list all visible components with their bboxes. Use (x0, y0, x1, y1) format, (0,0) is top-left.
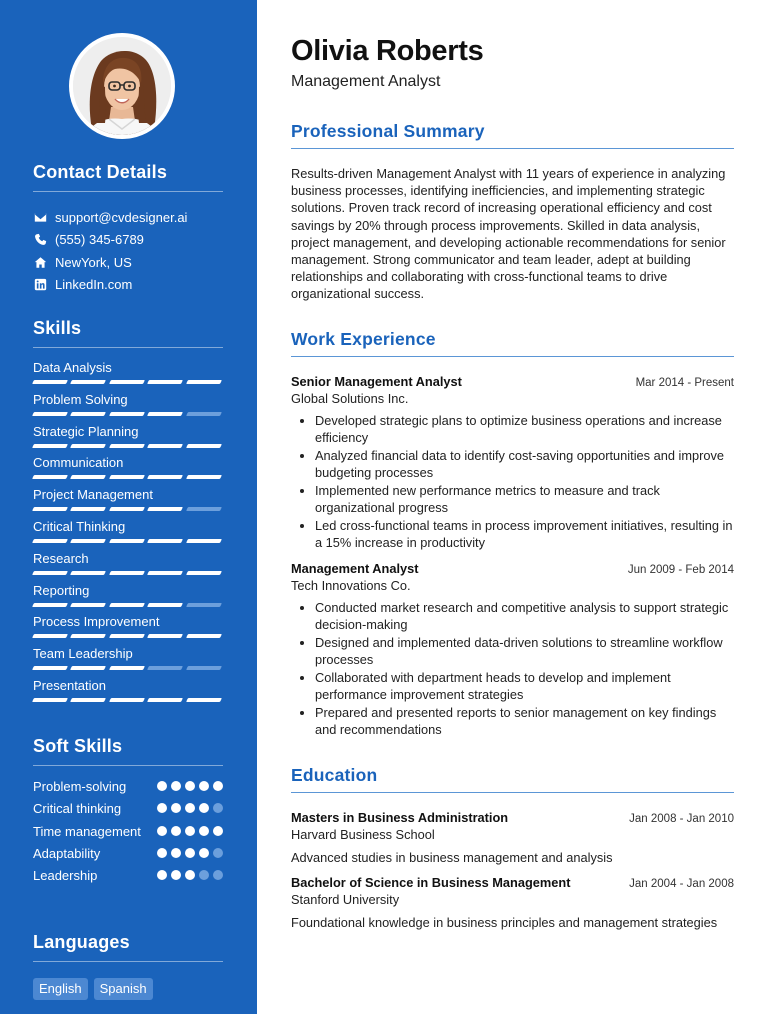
skill-level-segment-empty (147, 666, 183, 670)
soft-skills-list (33, 778, 223, 884)
language-chip: English (33, 978, 88, 1000)
skill-level-segment-filled (32, 666, 68, 670)
contact-heading: Contact Details (33, 162, 223, 192)
language-chip: Spanish (94, 978, 153, 1000)
summary-section (291, 121, 734, 303)
skill-level-segment-filled (186, 444, 222, 448)
skill-level-segment-filled (109, 507, 145, 511)
skill-name: Reporting (33, 582, 90, 598)
rating-dot-filled (171, 781, 181, 791)
skill-level-segment-filled (32, 539, 68, 543)
experience-heading: Work Experience (291, 329, 734, 357)
languages-heading: Languages (33, 932, 223, 962)
skill-level-segment-filled (147, 539, 183, 543)
school-name: Stanford University (291, 891, 400, 907)
skill-level-segment-filled (186, 634, 222, 638)
skill-level-bar (33, 666, 223, 670)
skill-level-segment-filled (70, 571, 106, 575)
skill-name: Problem Solving (33, 391, 128, 407)
skill-name: Strategic Planning (33, 423, 139, 439)
rating-dot-filled (157, 803, 167, 813)
school-name: Harvard Business School (291, 826, 435, 842)
skill-level-segment-filled (186, 698, 222, 702)
soft-skill-item (33, 867, 223, 884)
skill-level-segment-filled (109, 444, 145, 448)
rating-dot-filled (157, 781, 167, 791)
soft-skill-rating (157, 823, 223, 836)
job-date: Mar 2014 - Present (635, 376, 734, 389)
skill-level-segment-filled (109, 698, 145, 702)
soft-skill-name: Leadership (33, 868, 98, 884)
rating-dot-filled (185, 781, 195, 791)
soft-skill-item (33, 845, 223, 862)
skill-level-segment-filled (70, 444, 106, 448)
skill-item (33, 646, 223, 678)
job-bullets (291, 599, 734, 739)
job-title: Management Analyst (291, 560, 419, 576)
soft-skill-name: Time management (33, 823, 141, 839)
rating-dot-empty (213, 803, 223, 813)
soft-skill-item (33, 778, 223, 795)
skill-name: Research (33, 550, 89, 566)
skill-name: Communication (33, 455, 124, 471)
rating-dot-filled (171, 870, 181, 880)
job-bullet: • Implemented new performance metrics to measure and track organizational progress (315, 482, 734, 517)
rating-dot-filled (213, 826, 223, 836)
skill-level-segment-filled (186, 380, 222, 384)
skill-level-segment-filled (70, 698, 106, 702)
education-description: Foundational knowledge in business principles and management strategies (291, 914, 718, 930)
skill-level-segment-filled (109, 380, 145, 384)
rating-dot-empty (213, 870, 223, 880)
skill-name: Presentation (33, 677, 106, 693)
skill-level-segment-filled (70, 603, 106, 607)
skill-name: Process Improvement (33, 614, 160, 630)
education-description: Advanced studies in business management and analysis (291, 849, 613, 865)
education-entry (291, 875, 734, 931)
skill-level-segment-filled (70, 380, 106, 384)
skill-level-segment-filled (109, 571, 145, 575)
skill-level-segment-filled (109, 603, 145, 607)
soft-skill-name: Problem-solving (33, 779, 127, 794)
job-bullet: • Developed strategic plans to optimize business operations and increase efficiency (315, 412, 734, 447)
summary-text: Results-driven Management Analyst with 11 years of experience in analyzing business processes, identifying inefficiencies, and implementing strategic solutions. Proven track record of increasing operational efficiency and cost savings by 20% through process improvements. Skilled in data analysis, project management, and developing actionable recommendations for senior management. Strong communicator and team leader, adept at building relationships and collaborating with cross-functional teams to drive organizational success. (291, 166, 726, 302)
skill-item (33, 551, 223, 583)
skill-level-segment-filled (32, 507, 68, 511)
languages-section (33, 932, 223, 1000)
skill-level-segment-filled (109, 412, 145, 416)
contact-location (33, 251, 223, 274)
job-entry (291, 561, 734, 739)
skill-level-segment-filled (32, 634, 68, 638)
skill-level-bar (33, 698, 223, 702)
education-date: Jan 2008 - Jan 2010 (629, 812, 734, 825)
profile-photo-frame (69, 33, 175, 139)
rating-dot-filled (199, 848, 209, 858)
skill-item (33, 487, 223, 519)
skill-level-segment-filled (186, 571, 222, 575)
skill-level-segment-filled (70, 412, 106, 416)
rating-dot-filled (185, 848, 195, 858)
skill-level-segment-filled (70, 634, 106, 638)
experience-section (291, 329, 734, 739)
education-header (291, 810, 734, 825)
job-company: Tech Innovations Co. (291, 577, 411, 593)
job-bullet: • Led cross-functional teams in process improvement initiatives, resulting in a 15% increase in productivity (315, 517, 734, 552)
job-bullet: • Designed and implemented data-driven solutions to streamline workflow processes (315, 634, 734, 669)
skill-item (33, 678, 223, 710)
skill-level-segment-filled (186, 475, 222, 479)
rating-dot-filled (157, 826, 167, 836)
rating-dot-filled (199, 803, 209, 813)
skill-name: Project Management (33, 487, 153, 503)
skill-level-segment-filled (109, 666, 145, 670)
skills-heading: Skills (33, 318, 223, 348)
soft-skill-name: Critical thinking (33, 801, 122, 817)
skill-level-segment-filled (147, 507, 183, 511)
home-icon (33, 255, 47, 269)
soft-skill-rating (157, 867, 223, 880)
contact-list (33, 206, 223, 296)
rating-dot-filled (185, 826, 195, 836)
skill-level-segment-filled (32, 412, 68, 416)
skill-level-segment-filled (147, 698, 183, 702)
job-header (291, 374, 734, 389)
skill-level-bar (33, 380, 223, 384)
skill-level-segment-filled (32, 571, 68, 575)
contact-phone-text: (555) 345-6789 (55, 232, 144, 248)
job-date: Jun 2009 - Feb 2014 (627, 563, 734, 576)
skill-item (33, 424, 223, 456)
profile-photo-illustration (73, 37, 171, 135)
skill-level-segment-empty (186, 666, 222, 670)
skill-level-segment-filled (186, 539, 222, 543)
soft-skills-section (33, 736, 223, 889)
skill-level-bar (33, 571, 223, 575)
skill-level-segment-filled (109, 475, 145, 479)
skill-level-segment-filled (70, 475, 106, 479)
rating-dot-filled (199, 781, 209, 791)
skill-level-bar (33, 412, 223, 416)
skill-level-bar (33, 539, 223, 543)
skill-level-segment-filled (32, 475, 68, 479)
rating-dot-filled (199, 826, 209, 836)
rating-dot-filled (185, 870, 195, 880)
job-bullet: • Analyzed financial data to identify cost-saving opportunities and improve budgeting processes (315, 447, 734, 482)
skill-level-segment-filled (109, 539, 145, 543)
linkedin-icon (33, 278, 47, 292)
skill-level-segment-filled (32, 444, 68, 448)
skill-level-segment-filled (70, 666, 106, 670)
skill-level-segment-filled (109, 634, 145, 638)
candidate-name: Olivia Roberts (291, 35, 484, 67)
soft-skill-item (33, 800, 223, 817)
main-content (291, 34, 734, 931)
education-header (291, 875, 734, 890)
skill-name: Critical Thinking (33, 518, 126, 534)
envelope-icon (33, 210, 47, 224)
job-company: Global Solutions Inc. (291, 390, 409, 406)
degree-title: Bachelor of Science in Business Management (291, 874, 571, 890)
rating-dot-empty (213, 848, 223, 858)
skills-list (33, 360, 223, 710)
contact-phone[interactable] (33, 229, 223, 252)
skill-level-segment-empty (186, 603, 222, 607)
education-heading: Education (291, 765, 734, 793)
soft-skill-item (33, 823, 223, 840)
skill-level-bar (33, 444, 223, 448)
skill-item (33, 614, 223, 646)
skill-level-segment-filled (32, 603, 68, 607)
skill-level-segment-filled (147, 634, 183, 638)
education-entry (291, 810, 734, 866)
skill-level-segment-filled (147, 603, 183, 607)
skill-level-bar (33, 475, 223, 479)
job-header (291, 561, 734, 576)
rating-dot-filled (171, 803, 181, 813)
skill-level-segment-filled (70, 507, 106, 511)
rating-dot-filled (157, 870, 167, 880)
skill-level-bar (33, 634, 223, 638)
skill-name: Team Leadership (33, 646, 133, 662)
phone-icon (33, 233, 47, 247)
skill-level-segment-filled (147, 380, 183, 384)
skill-level-segment-filled (147, 475, 183, 479)
job-bullets (291, 412, 734, 552)
skill-level-segment-filled (32, 380, 68, 384)
skill-level-segment-filled (147, 571, 183, 575)
soft-skill-name: Adaptability (33, 845, 101, 861)
contact-email-text: support@cvdesigner.ai (55, 209, 188, 225)
skill-level-segment-filled (147, 444, 183, 448)
rating-dot-filled (171, 826, 181, 836)
skill-item (33, 455, 223, 487)
contact-section (33, 162, 223, 296)
contact-linkedin[interactable] (33, 274, 223, 297)
soft-skills-heading: Soft Skills (33, 736, 223, 766)
skill-name: Data Analysis (33, 360, 112, 375)
contact-email[interactable] (33, 206, 223, 229)
job-bullet: • Conducted market research and competitive analysis to support strategic decision-making (315, 599, 734, 634)
skill-level-segment-empty (186, 412, 222, 416)
education-section (291, 765, 734, 931)
summary-heading: Professional Summary (291, 121, 734, 149)
skill-level-bar (33, 603, 223, 607)
skill-item (33, 519, 223, 551)
rating-dot-filled (185, 803, 195, 813)
rating-dot-filled (157, 848, 167, 858)
job-bullet: • Collaborated with department heads to develop and implement performance improvement strategies (315, 669, 734, 704)
soft-skill-rating (157, 778, 223, 791)
skills-section (33, 318, 223, 710)
rating-dot-filled (171, 848, 181, 858)
languages-list (33, 978, 223, 1000)
candidate-title: Management Analyst (291, 73, 441, 90)
education-date: Jan 2004 - Jan 2008 (629, 877, 734, 890)
degree-title: Masters in Business Administration (291, 809, 509, 825)
rating-dot-filled (213, 781, 223, 791)
soft-skill-rating (157, 845, 223, 858)
skill-item (33, 392, 223, 424)
soft-skill-rating (157, 800, 223, 813)
contact-location-text: NewYork, US (55, 254, 132, 270)
job-bullet: • Prepared and presented reports to senior management on key findings and recommendations (315, 704, 734, 739)
skill-level-bar (33, 507, 223, 511)
skill-level-segment-filled (32, 698, 68, 702)
job-entry (291, 374, 734, 552)
profile-photo (73, 37, 171, 135)
contact-linkedin-text: LinkedIn.com (55, 277, 133, 293)
skill-item (33, 583, 223, 615)
skill-level-segment-filled (70, 539, 106, 543)
sidebar (0, 0, 257, 1014)
skill-item (33, 360, 223, 392)
rating-dot-empty (199, 870, 209, 880)
skill-level-segment-empty (186, 507, 222, 511)
job-title: Senior Management Analyst (291, 373, 462, 389)
skill-level-segment-filled (147, 412, 183, 416)
